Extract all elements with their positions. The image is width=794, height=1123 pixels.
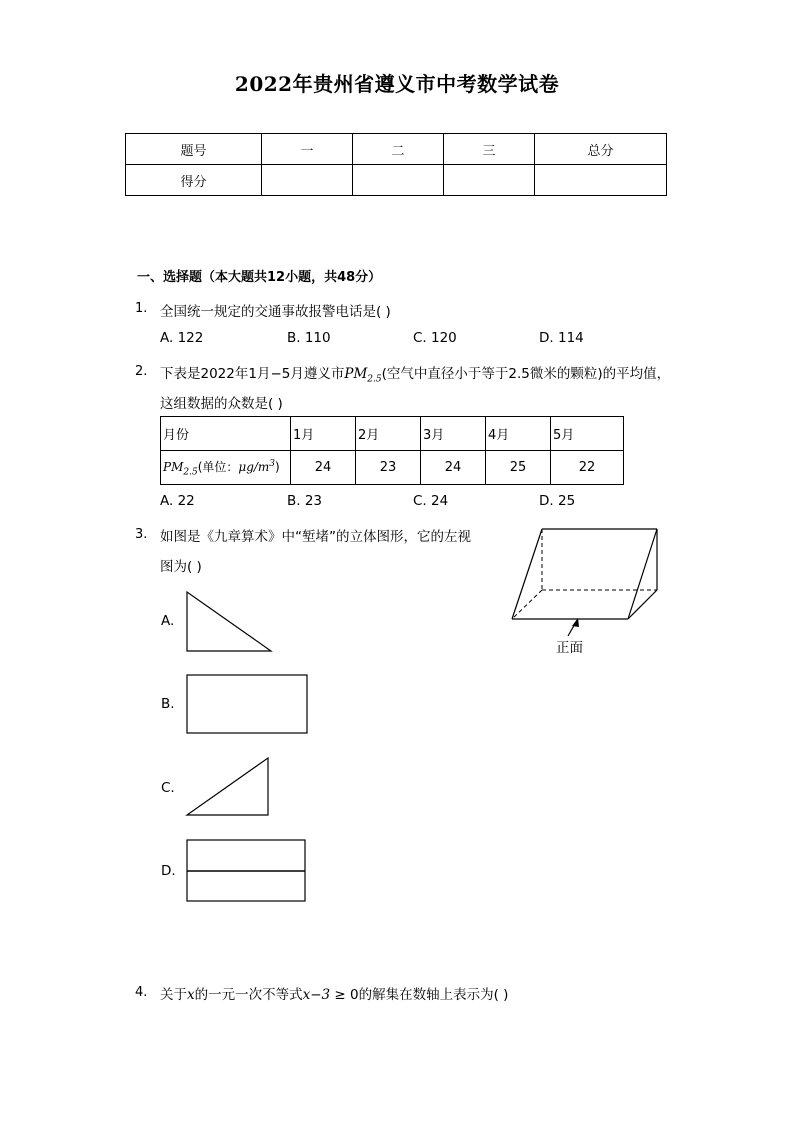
question-text — [160, 983, 508, 1003]
score-header-cell: 总分 — [535, 134, 667, 165]
pm-month-cell: 3月 — [421, 417, 486, 451]
option-a[interactable]: A. 22 — [160, 493, 195, 509]
pm-row-label — [161, 451, 291, 485]
question-text-part: 下表是2022年1月−5月遵义市 — [160, 366, 345, 382]
option-a[interactable]: A. 122 — [160, 330, 204, 346]
question-text — [160, 362, 670, 385]
right-triangle-shape — [187, 758, 268, 815]
question-text-line2: 这组数据的众数是( ) — [160, 396, 283, 412]
pm-subscript: 2.5 — [183, 467, 198, 478]
pm-value-cell: 23 — [356, 451, 421, 485]
score-header-cell: 二 — [353, 134, 444, 165]
unit-exponent: 3 — [269, 458, 276, 469]
pm-symbol: PM — [163, 459, 184, 474]
pm-month-cell: 5月 — [551, 417, 624, 451]
pm-table-header-row — [161, 417, 624, 451]
score-cell[interactable] — [444, 165, 535, 196]
pm-month-cell: 1月 — [291, 417, 356, 451]
score-table — [125, 133, 667, 196]
unit-text: (单位： — [197, 459, 239, 474]
score-header-cell: 一 — [262, 134, 353, 165]
prism-edge — [512, 529, 542, 619]
unit-text: ) — [275, 459, 280, 474]
question-text-part: 关于 — [160, 987, 187, 1003]
question-text-part: (空气中直径小于等于2.5微米的颗粒)的平均值， — [381, 366, 671, 382]
question-text-part: 的一元一次不等式 — [194, 987, 303, 1003]
score-cell[interactable] — [535, 165, 667, 196]
question-text: 如图是《九章算术》中“堑堵”的立体图形，它的左视 — [160, 529, 471, 545]
option-d-figure[interactable] — [185, 838, 310, 904]
variable-x: x — [187, 987, 195, 1003]
prism-edge — [628, 529, 657, 619]
option-c-figure[interactable] — [185, 756, 275, 818]
question-number: 2. — [135, 364, 148, 379]
option-c[interactable]: C. — [161, 780, 175, 796]
pm-value-cell: 22 — [551, 451, 624, 485]
option-a-figure[interactable] — [185, 590, 275, 654]
option-b[interactable]: B. — [161, 696, 175, 712]
pm-month-cell: 4月 — [486, 417, 551, 451]
pm-symbol: PM — [344, 366, 368, 382]
score-table-row — [126, 165, 667, 196]
score-row-label: 得分 — [126, 165, 262, 196]
question-text: 全国统一规定的交通事故报警电话是( ) — [160, 304, 391, 320]
page-title: 2022年贵州省遵义市中考数学试卷 — [234, 72, 560, 96]
section-heading: 一、选择题（本大题共12小题，共48分） — [137, 270, 382, 285]
pm-value-cell: 24 — [291, 451, 356, 485]
option-b-figure[interactable] — [185, 673, 310, 735]
pm-data-table — [160, 416, 624, 485]
option-b[interactable]: B. 110 — [287, 330, 331, 346]
pm-value-cell: 24 — [421, 451, 486, 485]
question-number: 4. — [135, 985, 148, 1000]
question-number: 1. — [135, 301, 148, 316]
pm-subscript: 2.5 — [367, 374, 382, 385]
score-table-header-row — [126, 134, 667, 165]
front-label: 正面 — [556, 640, 583, 656]
right-triangle-shape — [187, 592, 271, 651]
question-text-line2: 图为( ) — [160, 559, 202, 575]
pm-table-value-row — [161, 451, 624, 485]
option-b[interactable]: B. 23 — [287, 493, 323, 509]
prism-figure — [505, 522, 665, 662]
option-c[interactable]: C. 24 — [413, 493, 449, 509]
score-cell[interactable] — [262, 165, 353, 196]
option-a[interactable]: A. — [161, 613, 175, 629]
inequality-expression: x−3 — [302, 987, 331, 1003]
question-number: 3. — [135, 527, 148, 542]
option-d[interactable]: D. 114 — [539, 330, 584, 346]
score-header-cell: 题号 — [126, 134, 262, 165]
option-d[interactable]: D. — [161, 863, 176, 879]
score-cell[interactable] — [353, 165, 444, 196]
score-header-cell: 三 — [444, 134, 535, 165]
rectangle-shape — [187, 675, 307, 733]
pm-value-cell: 25 — [486, 451, 551, 485]
unit-symbol: μg/m — [238, 459, 270, 474]
option-d[interactable]: D. 25 — [539, 493, 576, 509]
option-c[interactable]: C. 120 — [413, 330, 457, 346]
pm-header-label: 月份 — [161, 417, 291, 451]
pm-month-cell: 2月 — [356, 417, 421, 451]
question-text-part: ≥ 0的解集在数轴上表示为( ) — [330, 987, 509, 1003]
